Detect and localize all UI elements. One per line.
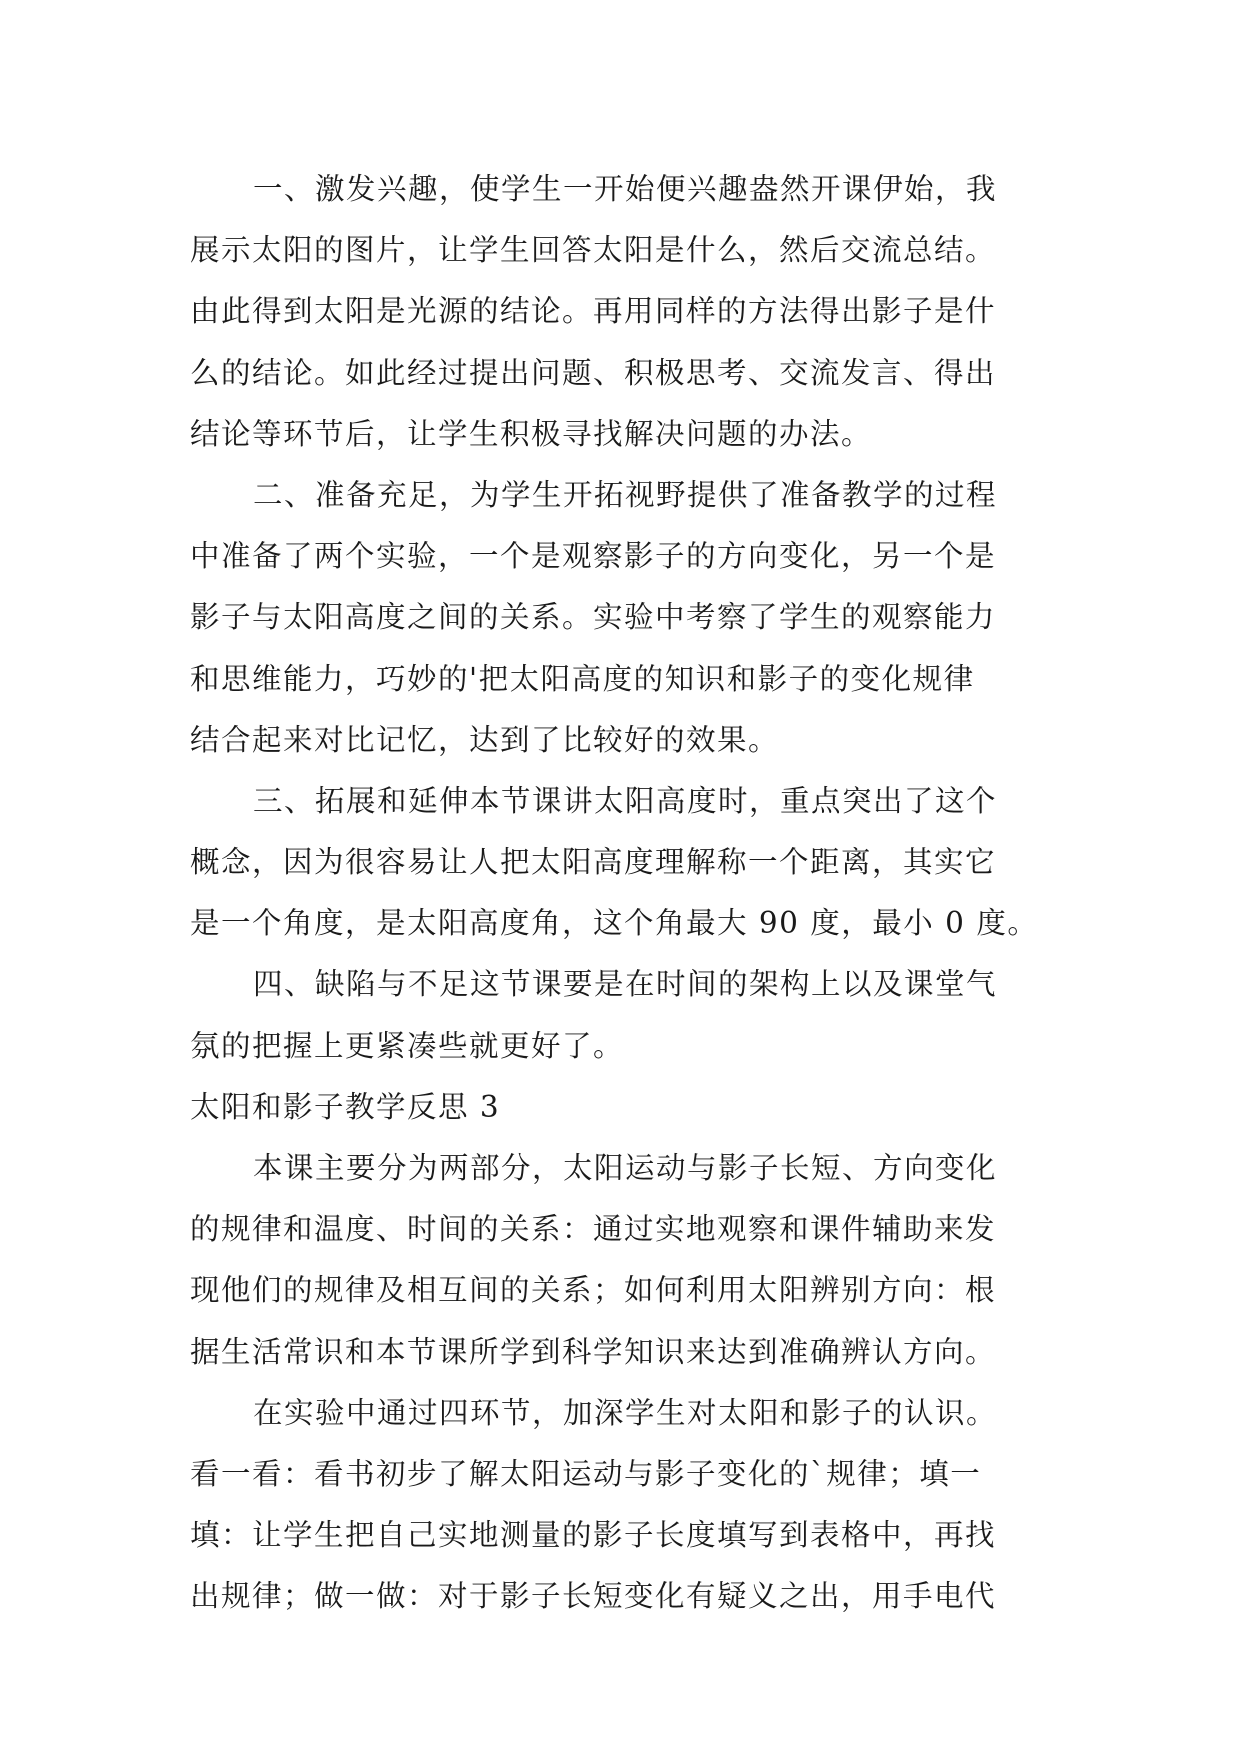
- paragraph-line: 填：让学生把自己实地测量的影子长度填写到表格中，再找: [190, 1518, 997, 1553]
- paragraph-line: 氛的把握上更紧凑些就更好了。: [190, 1028, 625, 1063]
- paragraph-line: 二、准备充足，为学生开拓视野提供了准备教学的过程: [253, 477, 998, 512]
- document-body: [190, 159, 1075, 1628]
- paragraph-line: 展示太阳的图片，让学生回答太阳是什么，然后交流总结。: [190, 233, 997, 268]
- paragraph-line: 结论等环节后，让学生积极寻找解决问题的办法。: [190, 416, 873, 451]
- paragraph-line: 四、缺陷与不足这节课要是在时间的架构上以及课堂气: [253, 967, 998, 1002]
- paragraph-line: 和思维能力，巧妙的'把太阳高度的知识和影子的变化规律: [190, 661, 975, 696]
- paragraph-line: 影子与太阳高度之间的关系。实验中考察了学生的观察能力: [190, 600, 997, 635]
- paragraph-line: 三、拓展和延伸本节课讲太阳高度时，重点突出了这个: [253, 783, 998, 818]
- section-heading: 太阳和影子教学反思 3: [190, 1089, 501, 1124]
- paragraph-line: 本课主要分为两部分，太阳运动与影子长短、方向变化: [253, 1151, 998, 1185]
- paragraph-line: 一、激发兴趣，使学生一开始便兴趣盎然开课伊始，我: [253, 172, 998, 206]
- paragraph-line: 概念，因为很容易让人把太阳高度理解称一个距离，其实它: [190, 845, 997, 880]
- paragraph-line: 是一个角度，是太阳高度角，这个角最大 90 度，最小 0 度。: [190, 906, 1039, 941]
- paragraph-line: 结合起来对比记忆，达到了比较好的效果。: [190, 722, 780, 757]
- paragraph-line: 么的结论。如此经过提出问题、积极思考、交流发言、得出: [190, 355, 997, 390]
- paragraph-line: 出规律；做一做：对于影子长短变化有疑义之出，用手电代: [190, 1579, 997, 1614]
- paragraph-line: 现他们的规律及相互间的关系；如何利用太阳辨别方向：根: [190, 1273, 997, 1308]
- paragraph-line: 中准备了两个实验，一个是观察影子的方向变化，另一个是: [190, 539, 997, 574]
- paragraph-line: 由此得到太阳是光源的结论。再用同样的方法得出影子是什: [190, 294, 997, 329]
- paragraph-line: 在实验中通过四环节，加深学生对太阳和影子的认识。: [253, 1395, 998, 1430]
- paragraph-line: 看一看：看书初步了解太阳运动与影子变化的`规律；填一: [190, 1456, 982, 1491]
- paragraph-line: 据生活常识和本节课所学到科学知识来达到准确辨认方向。: [190, 1334, 997, 1369]
- paragraph-line: 的规律和温度、时间的关系：通过实地观察和课件辅助来发: [190, 1212, 997, 1247]
